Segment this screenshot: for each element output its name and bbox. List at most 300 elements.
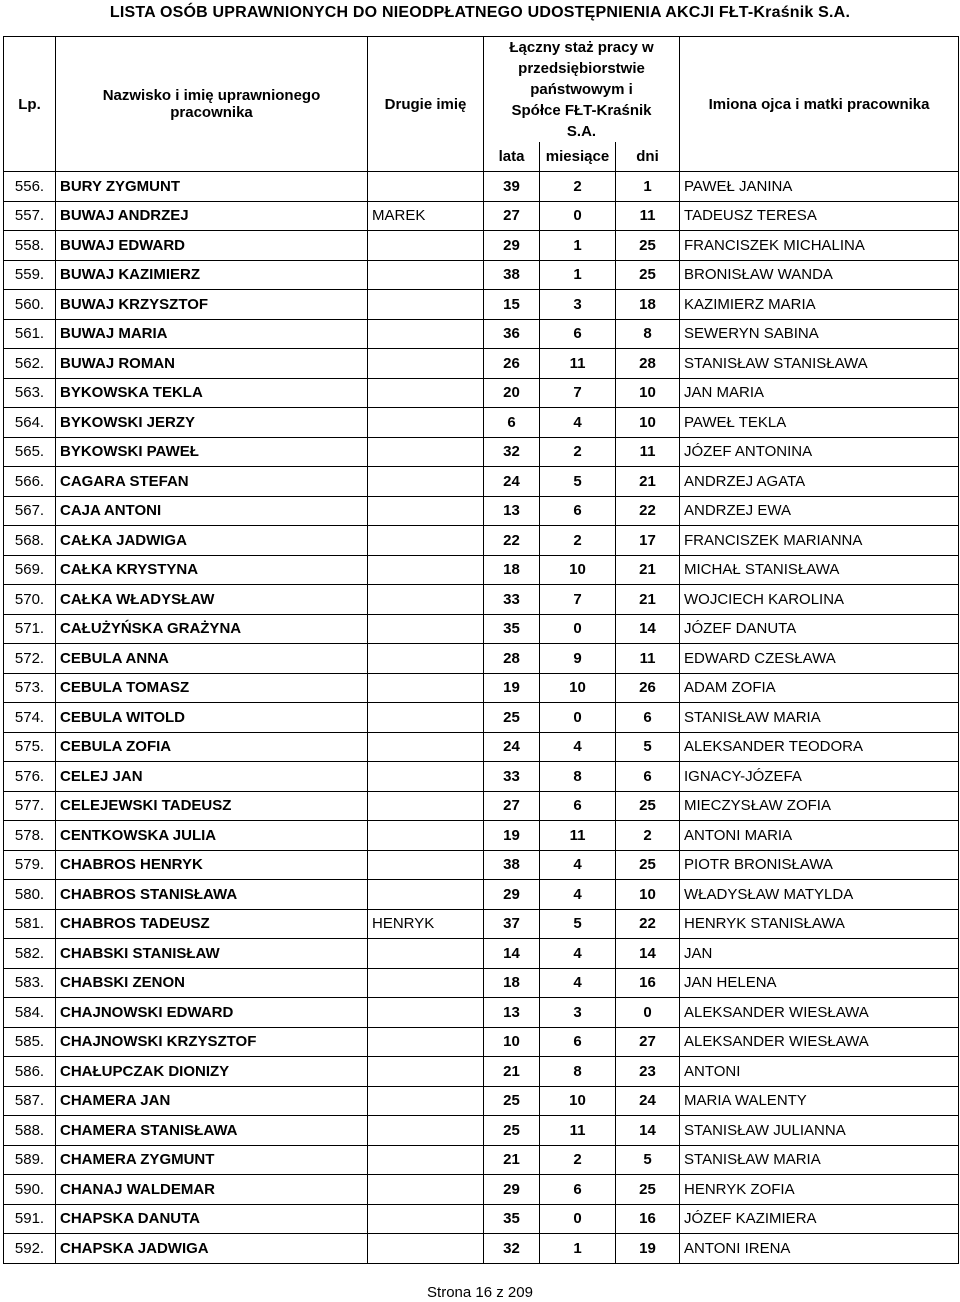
second-name (368, 1086, 484, 1116)
row-number: 566. (4, 467, 56, 497)
table-row (4, 408, 959, 438)
seniority-days: 21 (616, 467, 680, 497)
second-name (368, 732, 484, 762)
employee-name: CHAJNOWSKI EDWARD (56, 998, 368, 1028)
table-row (4, 1116, 959, 1146)
seniority-years: 18 (484, 968, 540, 998)
seniority-years: 24 (484, 732, 540, 762)
seniority-months: 6 (540, 1175, 616, 1205)
row-number: 588. (4, 1116, 56, 1146)
seniority-months: 9 (540, 644, 616, 674)
employee-name: BUWAJ KRZYSZTOF (56, 290, 368, 320)
seniority-years: 19 (484, 673, 540, 703)
row-number: 580. (4, 880, 56, 910)
seniority-months: 10 (540, 673, 616, 703)
second-name (368, 880, 484, 910)
parents-names: MICHAŁ STANISŁAWA (680, 555, 959, 585)
row-number: 561. (4, 319, 56, 349)
employee-name: BYKOWSKI JERZY (56, 408, 368, 438)
row-number: 581. (4, 909, 56, 939)
seniority-months: 0 (540, 1204, 616, 1234)
parents-names: ADAM ZOFIA (680, 673, 959, 703)
table-row (4, 349, 959, 379)
parents-names: PIOTR BRONISŁAWA (680, 850, 959, 880)
seniority-years: 29 (484, 1175, 540, 1205)
employee-name: CEBULA ANNA (56, 644, 368, 674)
second-name (368, 791, 484, 821)
seniority-years: 32 (484, 1234, 540, 1264)
table-row (4, 909, 959, 939)
seniority-years: 20 (484, 378, 540, 408)
seniority-days: 10 (616, 880, 680, 910)
seniority-days: 25 (616, 260, 680, 290)
second-name (368, 260, 484, 290)
header-days: dni (616, 142, 680, 172)
seniority-months: 5 (540, 909, 616, 939)
parents-names: HENRYK ZOFIA (680, 1175, 959, 1205)
table-row (4, 378, 959, 408)
seniority-years: 39 (484, 172, 540, 202)
seniority-days: 5 (616, 732, 680, 762)
employee-name: BYKOWSKI PAWEŁ (56, 437, 368, 467)
parents-names: JAN HELENA (680, 968, 959, 998)
seniority-days: 18 (616, 290, 680, 320)
employee-name: CHAPSKA JADWIGA (56, 1234, 368, 1264)
table-row (4, 1175, 959, 1205)
row-number: 583. (4, 968, 56, 998)
second-name (368, 762, 484, 792)
second-name (368, 1175, 484, 1205)
parents-names: ANTONI (680, 1057, 959, 1087)
parents-names: STANISŁAW MARIA (680, 1145, 959, 1175)
seniority-years: 27 (484, 201, 540, 231)
employee-name: BUWAJ MARIA (56, 319, 368, 349)
seniority-years: 13 (484, 496, 540, 526)
seniority-years: 18 (484, 555, 540, 585)
seniority-years: 29 (484, 231, 540, 261)
seniority-days: 17 (616, 526, 680, 556)
parents-names: ANDRZEJ AGATA (680, 467, 959, 497)
second-name (368, 1057, 484, 1087)
seniority-months: 5 (540, 467, 616, 497)
parents-names: MARIA WALENTY (680, 1086, 959, 1116)
seniority-days: 26 (616, 673, 680, 703)
table-row (4, 172, 959, 202)
parents-names: STANISŁAW STANISŁAWA (680, 349, 959, 379)
seniority-months: 10 (540, 1086, 616, 1116)
seniority-months: 2 (540, 1145, 616, 1175)
row-number: 569. (4, 555, 56, 585)
row-number: 589. (4, 1145, 56, 1175)
row-number: 568. (4, 526, 56, 556)
second-name (368, 998, 484, 1028)
seniority-months: 3 (540, 290, 616, 320)
seniority-days: 22 (616, 909, 680, 939)
second-name (368, 1204, 484, 1234)
second-name (368, 1234, 484, 1264)
employee-name: CAGARA STEFAN (56, 467, 368, 497)
seniority-months: 2 (540, 172, 616, 202)
seniority-months: 1 (540, 231, 616, 261)
seniority-years: 36 (484, 319, 540, 349)
table-row (4, 526, 959, 556)
row-number: 556. (4, 172, 56, 202)
seniority-months: 6 (540, 791, 616, 821)
second-name (368, 614, 484, 644)
seniority-months: 8 (540, 1057, 616, 1087)
seniority-months: 11 (540, 349, 616, 379)
parents-names: PAWEŁ TEKLA (680, 408, 959, 438)
employee-name: CENTKOWSKA JULIA (56, 821, 368, 851)
second-name (368, 585, 484, 615)
header-seniority: Łączny staż pracy w przedsiębiorstwie państwowym i Spółce FŁT-Kraśnik S.A. (484, 37, 680, 143)
seniority-days: 11 (616, 201, 680, 231)
seniority-months: 4 (540, 968, 616, 998)
seniority-months: 10 (540, 555, 616, 585)
employee-name: CELEJ JAN (56, 762, 368, 792)
seniority-years: 6 (484, 408, 540, 438)
second-name (368, 526, 484, 556)
parents-names: JÓZEF ANTONINA (680, 437, 959, 467)
seniority-days: 25 (616, 1175, 680, 1205)
row-number: 578. (4, 821, 56, 851)
header-years: lata (484, 142, 540, 172)
seniority-years: 35 (484, 614, 540, 644)
seniority-months: 1 (540, 1234, 616, 1264)
second-name (368, 172, 484, 202)
seniority-days: 8 (616, 319, 680, 349)
seniority-days: 14 (616, 1116, 680, 1146)
row-number: 560. (4, 290, 56, 320)
seniority-years: 25 (484, 1086, 540, 1116)
employee-name: BYKOWSKA TEKLA (56, 378, 368, 408)
row-number: 567. (4, 496, 56, 526)
table-row (4, 1027, 959, 1057)
parents-names: WOJCIECH KAROLINA (680, 585, 959, 615)
second-name (368, 378, 484, 408)
second-name (368, 850, 484, 880)
header-name: Nazwisko i imię uprawnionego pracownika (56, 37, 368, 172)
seniority-months: 11 (540, 821, 616, 851)
employee-name: CHABROS TADEUSZ (56, 909, 368, 939)
seniority-months: 6 (540, 1027, 616, 1057)
table-row (4, 1234, 959, 1264)
table-row (4, 555, 959, 585)
employee-name: BURY ZYGMUNT (56, 172, 368, 202)
seniority-years: 38 (484, 260, 540, 290)
seniority-days: 23 (616, 1057, 680, 1087)
seniority-days: 2 (616, 821, 680, 851)
table-row (4, 644, 959, 674)
second-name (368, 467, 484, 497)
header-second-name: Drugie imię (368, 37, 484, 172)
seniority-months: 2 (540, 437, 616, 467)
table-row (4, 1145, 959, 1175)
seniority-months: 0 (540, 614, 616, 644)
employee-name: CHANAJ WALDEMAR (56, 1175, 368, 1205)
table-row (4, 850, 959, 880)
seniority-days: 6 (616, 762, 680, 792)
seniority-months: 3 (540, 998, 616, 1028)
table-row (4, 496, 959, 526)
second-name (368, 644, 484, 674)
row-number: 574. (4, 703, 56, 733)
parents-names: FRANCISZEK MICHALINA (680, 231, 959, 261)
seniority-years: 13 (484, 998, 540, 1028)
seniority-days: 16 (616, 968, 680, 998)
table-row (4, 998, 959, 1028)
seniority-months: 4 (540, 732, 616, 762)
table-row (4, 585, 959, 615)
second-name (368, 673, 484, 703)
seniority-years: 25 (484, 703, 540, 733)
header-months: miesiące (540, 142, 616, 172)
employee-name: CHAPSKA DANUTA (56, 1204, 368, 1234)
parents-names: JÓZEF KAZIMIERA (680, 1204, 959, 1234)
seniority-months: 4 (540, 880, 616, 910)
header-lp: Lp. (4, 37, 56, 172)
parents-names: SEWERYN SABINA (680, 319, 959, 349)
seniority-months: 0 (540, 201, 616, 231)
row-number: 570. (4, 585, 56, 615)
parents-names: EDWARD CZESŁAWA (680, 644, 959, 674)
second-name (368, 231, 484, 261)
table-row (4, 1057, 959, 1087)
seniority-days: 22 (616, 496, 680, 526)
parents-names: ALEKSANDER TEODORA (680, 732, 959, 762)
table-row (4, 290, 959, 320)
table-row (4, 319, 959, 349)
table-row (4, 201, 959, 231)
parents-names: PAWEŁ JANINA (680, 172, 959, 202)
seniority-years: 24 (484, 467, 540, 497)
seniority-years: 21 (484, 1057, 540, 1087)
second-name (368, 1145, 484, 1175)
row-number: 584. (4, 998, 56, 1028)
second-name (368, 496, 484, 526)
row-number: 579. (4, 850, 56, 880)
seniority-months: 11 (540, 1116, 616, 1146)
row-number: 590. (4, 1175, 56, 1205)
row-number: 558. (4, 231, 56, 261)
table-row (4, 821, 959, 851)
seniority-months: 6 (540, 496, 616, 526)
employee-name: CHAŁUPCZAK DIONIZY (56, 1057, 368, 1087)
second-name (368, 555, 484, 585)
table-row (4, 614, 959, 644)
parents-names: BRONISŁAW WANDA (680, 260, 959, 290)
row-number: 591. (4, 1204, 56, 1234)
table-row (4, 231, 959, 261)
seniority-years: 21 (484, 1145, 540, 1175)
table-row (4, 968, 959, 998)
parents-names: KAZIMIERZ MARIA (680, 290, 959, 320)
seniority-years: 25 (484, 1116, 540, 1146)
table-row (4, 437, 959, 467)
row-number: 565. (4, 437, 56, 467)
seniority-years: 35 (484, 1204, 540, 1234)
second-name (368, 939, 484, 969)
second-name (368, 319, 484, 349)
employee-name: CHABSKI STANISŁAW (56, 939, 368, 969)
row-number: 562. (4, 349, 56, 379)
seniority-months: 0 (540, 703, 616, 733)
row-number: 563. (4, 378, 56, 408)
table-row (4, 673, 959, 703)
table-row (4, 703, 959, 733)
parents-names: ANTONI MARIA (680, 821, 959, 851)
seniority-days: 10 (616, 378, 680, 408)
table-row (4, 732, 959, 762)
seniority-months: 8 (540, 762, 616, 792)
page-title: LISTA OSÓB UPRAWNIONYCH DO NIEODPŁATNEGO UDOSTĘPNIENIA AKCJI FŁT-Kraśnik S.A. (109, 4, 851, 21)
parents-names: TADEUSZ TERESA (680, 201, 959, 231)
seniority-months: 7 (540, 585, 616, 615)
table-body (4, 172, 959, 1264)
row-number: 592. (4, 1234, 56, 1264)
row-number: 575. (4, 732, 56, 762)
table-row (4, 260, 959, 290)
employee-name: CEBULA ZOFIA (56, 732, 368, 762)
page-number: Strona 16 z 209 (427, 1284, 533, 1301)
second-name (368, 408, 484, 438)
row-number: 587. (4, 1086, 56, 1116)
seniority-years: 19 (484, 821, 540, 851)
seniority-days: 16 (616, 1204, 680, 1234)
seniority-years: 28 (484, 644, 540, 674)
seniority-days: 25 (616, 791, 680, 821)
seniority-months: 4 (540, 850, 616, 880)
seniority-years: 32 (484, 437, 540, 467)
employee-name: CHABROS HENRYK (56, 850, 368, 880)
parents-names: HENRYK STANISŁAWA (680, 909, 959, 939)
seniority-days: 11 (616, 644, 680, 674)
employee-name: BUWAJ EDWARD (56, 231, 368, 261)
employee-name: CAŁKA JADWIGA (56, 526, 368, 556)
seniority-days: 21 (616, 555, 680, 585)
employee-name: CHAMERA ZYGMUNT (56, 1145, 368, 1175)
second-name: MAREK (368, 201, 484, 231)
parents-names: STANISŁAW MARIA (680, 703, 959, 733)
table-row (4, 939, 959, 969)
seniority-days: 1 (616, 172, 680, 202)
employee-name: CHABROS STANISŁAWA (56, 880, 368, 910)
employee-name: BUWAJ ROMAN (56, 349, 368, 379)
second-name (368, 821, 484, 851)
parents-names: JÓZEF DANUTA (680, 614, 959, 644)
table-row (4, 762, 959, 792)
seniority-months: 6 (540, 319, 616, 349)
second-name (368, 290, 484, 320)
employee-name: CEBULA WITOLD (56, 703, 368, 733)
row-number: 564. (4, 408, 56, 438)
second-name (368, 1027, 484, 1057)
row-number: 571. (4, 614, 56, 644)
parents-names: ALEKSANDER WIESŁAWA (680, 998, 959, 1028)
second-name (368, 1116, 484, 1146)
seniority-years: 38 (484, 850, 540, 880)
parents-names: ANDRZEJ EWA (680, 496, 959, 526)
row-number: 559. (4, 260, 56, 290)
seniority-days: 0 (616, 998, 680, 1028)
seniority-days: 11 (616, 437, 680, 467)
row-number: 557. (4, 201, 56, 231)
seniority-years: 26 (484, 349, 540, 379)
second-name (368, 437, 484, 467)
employee-table (3, 36, 959, 1264)
seniority-days: 6 (616, 703, 680, 733)
parents-names: JAN (680, 939, 959, 969)
seniority-years: 29 (484, 880, 540, 910)
employee-name: CAŁKA WŁADYSŁAW (56, 585, 368, 615)
parents-names: FRANCISZEK MARIANNA (680, 526, 959, 556)
seniority-days: 5 (616, 1145, 680, 1175)
seniority-months: 7 (540, 378, 616, 408)
employee-name: CAŁKA KRYSTYNA (56, 555, 368, 585)
row-number: 576. (4, 762, 56, 792)
second-name (368, 703, 484, 733)
employee-name: BUWAJ KAZIMIERZ (56, 260, 368, 290)
seniority-days: 25 (616, 850, 680, 880)
seniority-days: 25 (616, 231, 680, 261)
row-number: 577. (4, 791, 56, 821)
seniority-years: 37 (484, 909, 540, 939)
employee-name: CHABSKI ZENON (56, 968, 368, 998)
seniority-years: 33 (484, 762, 540, 792)
employee-name: CAJA ANTONI (56, 496, 368, 526)
seniority-months: 4 (540, 408, 616, 438)
seniority-days: 24 (616, 1086, 680, 1116)
seniority-days: 14 (616, 939, 680, 969)
parents-names: IGNACY-JÓZEFA (680, 762, 959, 792)
seniority-months: 2 (540, 526, 616, 556)
parents-names: JAN MARIA (680, 378, 959, 408)
seniority-months: 4 (540, 939, 616, 969)
seniority-months: 1 (540, 260, 616, 290)
row-number: 573. (4, 673, 56, 703)
employee-name: CEBULA TOMASZ (56, 673, 368, 703)
table-row (4, 467, 959, 497)
second-name (368, 968, 484, 998)
employee-name: CHAMERA STANISŁAWA (56, 1116, 368, 1146)
employee-name: CHAJNOWSKI KRZYSZTOF (56, 1027, 368, 1057)
parents-names: ANTONI IRENA (680, 1234, 959, 1264)
header-parents: Imiona ojca i matki pracownika (680, 37, 959, 172)
seniority-days: 21 (616, 585, 680, 615)
employee-name: CAŁUŻYŃSKA GRAŻYNA (56, 614, 368, 644)
employee-name: BUWAJ ANDRZEJ (56, 201, 368, 231)
seniority-years: 15 (484, 290, 540, 320)
parents-names: STANISŁAW JULIANNA (680, 1116, 959, 1146)
parents-names: WŁADYSŁAW MATYLDA (680, 880, 959, 910)
seniority-days: 28 (616, 349, 680, 379)
parents-names: ALEKSANDER WIESŁAWA (680, 1027, 959, 1057)
seniority-years: 27 (484, 791, 540, 821)
seniority-days: 27 (616, 1027, 680, 1057)
seniority-days: 14 (616, 614, 680, 644)
table-row (4, 791, 959, 821)
table-row (4, 1086, 959, 1116)
table-row (4, 1204, 959, 1234)
table-row (4, 880, 959, 910)
row-number: 582. (4, 939, 56, 969)
employee-name: CELEJEWSKI TADEUSZ (56, 791, 368, 821)
seniority-years: 33 (484, 585, 540, 615)
row-number: 572. (4, 644, 56, 674)
employee-name: CHAMERA JAN (56, 1086, 368, 1116)
seniority-years: 22 (484, 526, 540, 556)
seniority-years: 10 (484, 1027, 540, 1057)
